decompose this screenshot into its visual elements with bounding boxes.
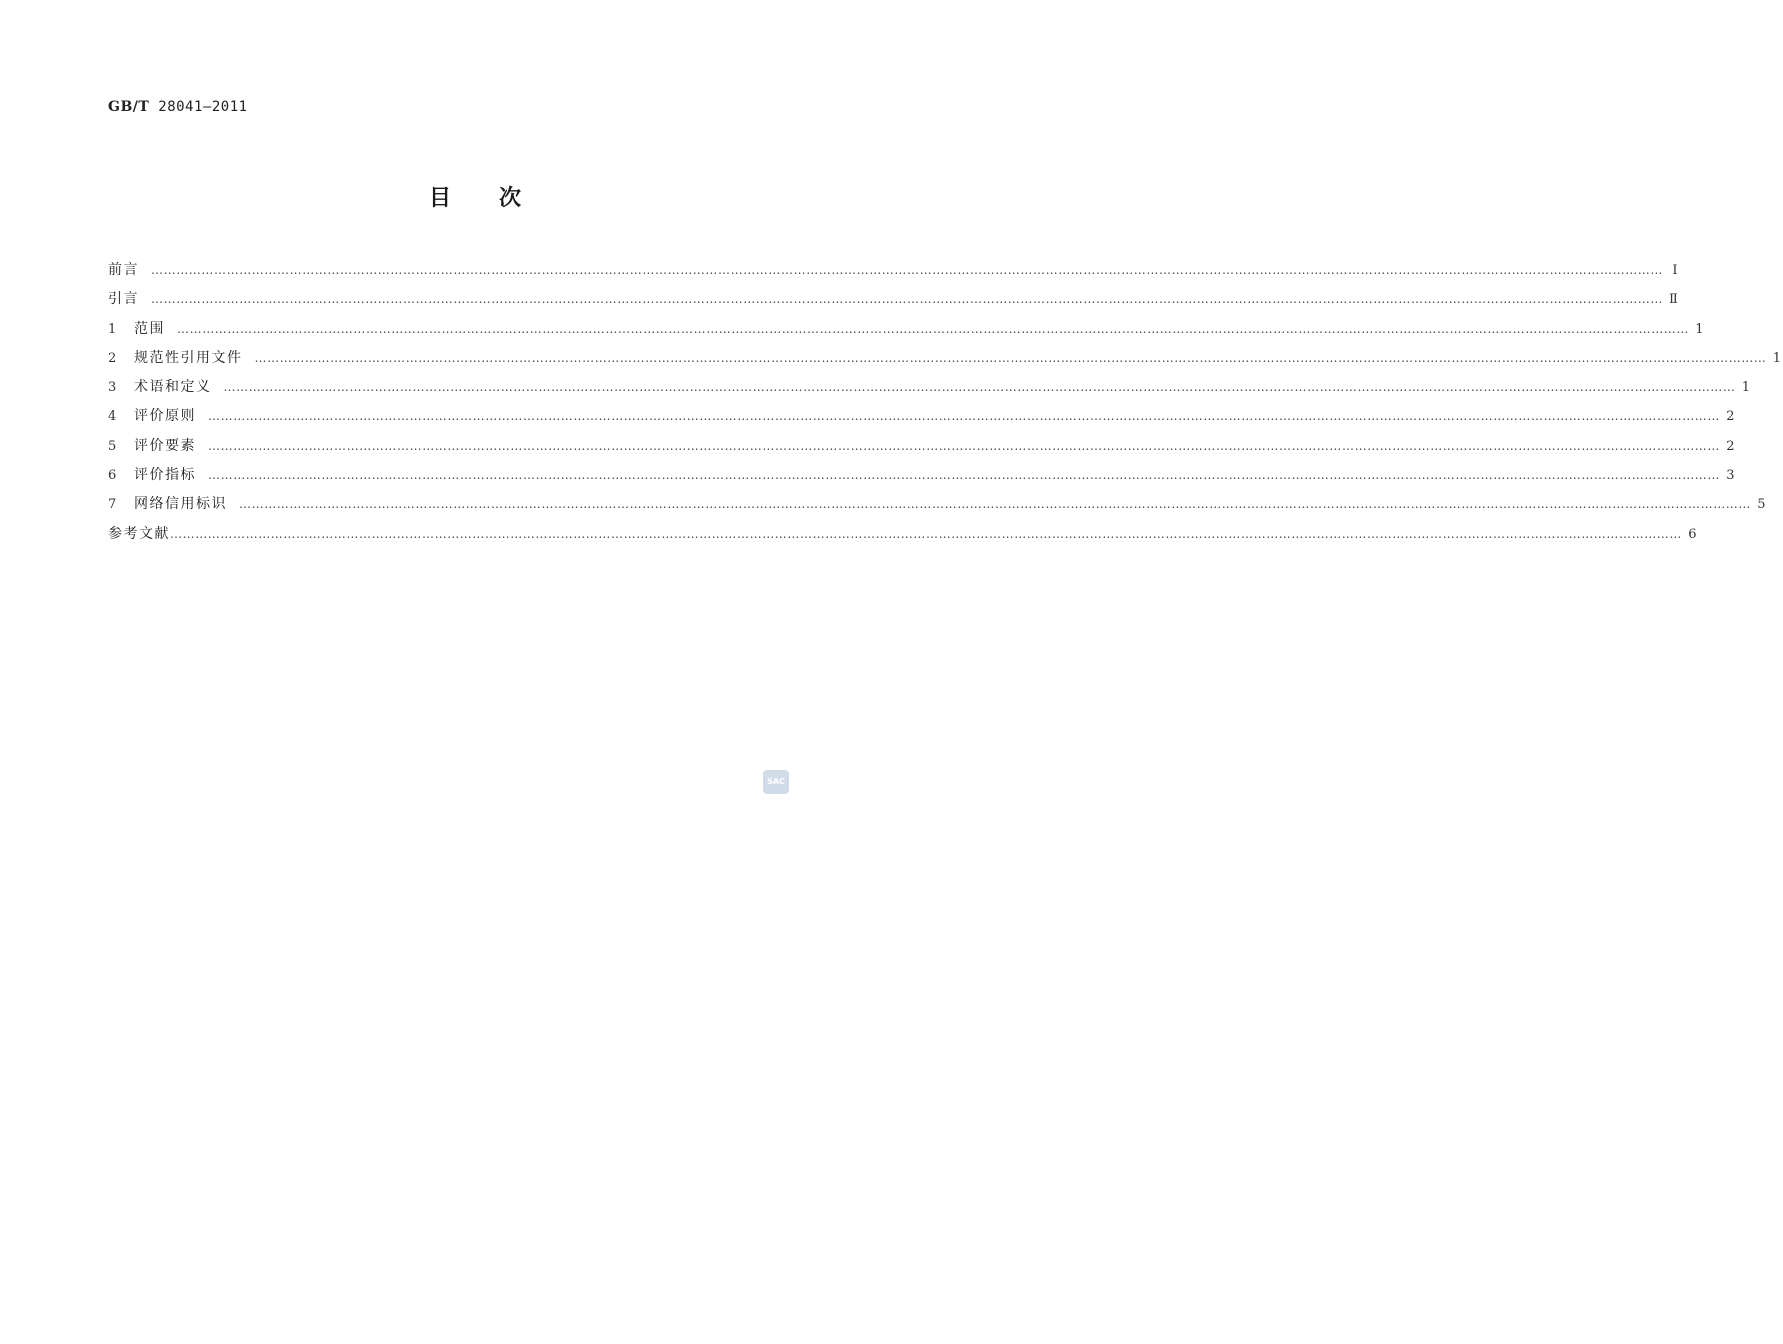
toc-leader-dots: ………………………………………………………………………………………………………………………………………………………………………………………………………………………………………………………………………………………………………………………………: [151, 263, 1663, 277]
toc-leader-dots: ………………………………………………………………………………………………………………………………………………………………………………………………………………………………………………………………………………………………………………………………: [254, 350, 1767, 365]
standard-prefix: GB/T: [108, 99, 150, 115]
toc-entry-number: 4: [108, 409, 118, 425]
toc-leader-dots: ………………………………………………………………………………………………………………………………………………………………………………………………………………………………………………………………………………………………………………………………: [208, 468, 1720, 483]
toc-entry-number: 6: [108, 468, 118, 484]
table-of-contents: [108, 259, 1783, 552]
toc-entry-page: Ⅰ: [1672, 263, 1679, 278]
toc-entry-label: 评价指标: [134, 467, 196, 484]
toc-leader-dots: ………………………………………………………………………………………………………………………………………………………………………………………………………………………………………………………………………………………………………………………………: [208, 438, 1720, 453]
toc-entry-number: 3: [108, 380, 118, 396]
toc-leader-dots: ………………………………………………………………………………………………………………………………………………………………………………………………………………………………………………………………………………………………………………………………: [170, 526, 1682, 541]
toc-entry-number: 1: [108, 321, 118, 337]
toc-entry-label: 评价要素: [134, 437, 196, 454]
toc-entry-page: 5: [1757, 497, 1767, 513]
toc-entry-label: 引言: [108, 291, 139, 308]
toc-entry-page: 2: [1726, 438, 1736, 454]
toc-entry-page: 3: [1726, 468, 1736, 484]
standard-code: [108, 99, 248, 115]
toc-entry[interactable]: [108, 405, 1736, 434]
toc-leader-dots: ………………………………………………………………………………………………………………………………………………………………………………………………………………………………………………………………………………………………………………………………: [177, 321, 1689, 336]
toc-leader-dots: ………………………………………………………………………………………………………………………………………………………………………………………………………………………………………………………………………………………………………………………………: [239, 497, 1751, 512]
toc-entry-number: 7: [108, 497, 118, 513]
toc-entry-label: 范围: [134, 320, 165, 337]
toc-entry-page: 1: [1741, 380, 1752, 396]
toc-entry[interactable]: [108, 523, 1698, 552]
toc-leader-dots: ………………………………………………………………………………………………………………………………………………………………………………………………………………………………………………………………………………………………………………………………: [208, 409, 1720, 424]
toc-entry[interactable]: [108, 318, 1705, 347]
toc-leader-dots: ………………………………………………………………………………………………………………………………………………………………………………………………………………………………………………………………………………………………………………………………: [151, 292, 1663, 307]
toc-entry-number: 5: [108, 438, 118, 454]
toc-entry[interactable]: [108, 376, 1752, 405]
standard-number: 28041—2011: [158, 99, 248, 115]
toc-entry-number: 2: [108, 350, 118, 366]
page-title: 目次: [428, 186, 569, 211]
toc-entry[interactable]: [108, 259, 1679, 288]
toc-entry[interactable]: [108, 435, 1736, 464]
toc-entry-label: 术语和定义: [134, 379, 212, 396]
toc-entry-page: Ⅱ: [1669, 292, 1680, 308]
toc-entry[interactable]: [108, 464, 1736, 493]
sac-watermark-logo: SAC: [763, 770, 789, 794]
toc-entry-page: 1: [1772, 350, 1783, 366]
toc-entry-page: 1: [1695, 321, 1705, 337]
toc-entry-label: 网络信用标识: [134, 496, 227, 513]
toc-entry-label: 规范性引用文件: [134, 349, 243, 366]
toc-entry-label: 前言: [108, 262, 139, 278]
toc-leader-dots: ………………………………………………………………………………………………………………………………………………………………………………………………………………………………………………………………………………………………………………………………: [223, 380, 1736, 395]
toc-entry-label: 评价原则: [134, 408, 196, 425]
toc-entry[interactable]: [108, 493, 1767, 522]
toc-entry-page: 6: [1688, 526, 1698, 542]
toc-entry[interactable]: [108, 288, 1680, 317]
toc-entry-label: 参考文献: [108, 525, 170, 542]
toc-entry-page: 2: [1726, 409, 1736, 425]
toc-entry[interactable]: [108, 347, 1783, 376]
